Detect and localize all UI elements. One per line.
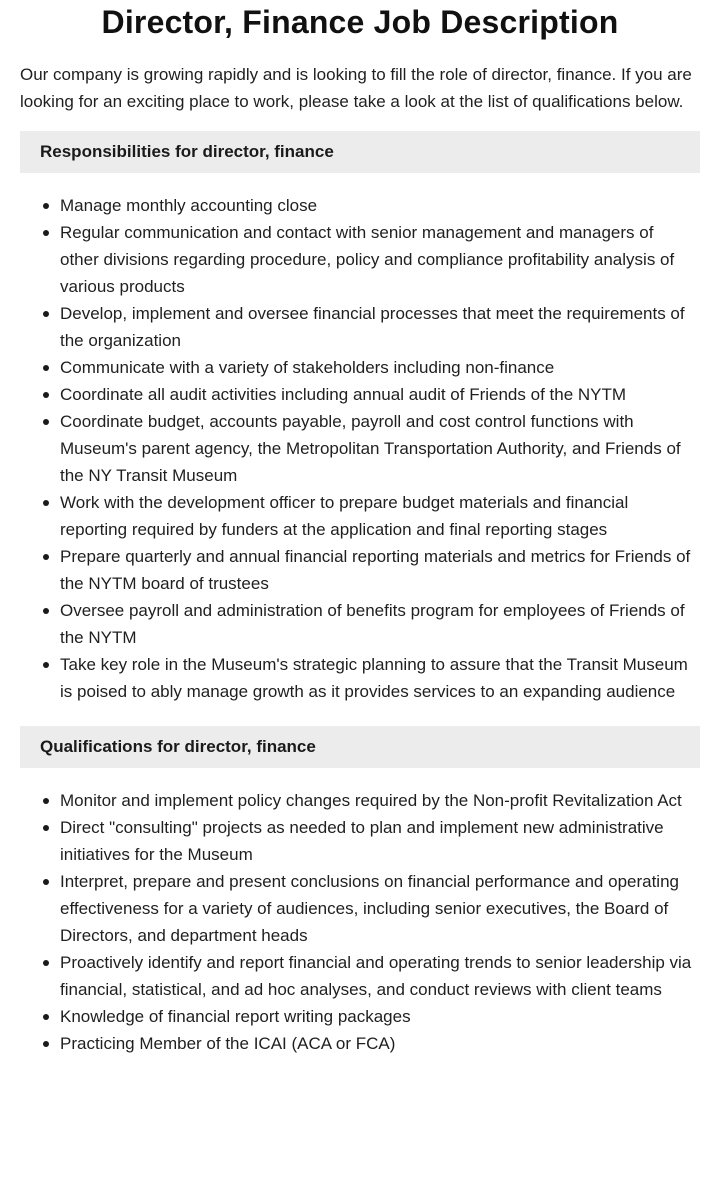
list-item: Direct "consulting" projects as needed to plan and implement new administrative initiatives for the Museum	[60, 814, 700, 868]
page-title: Director, Finance Job Description	[101, 4, 619, 40]
list-item: Work with the development officer to prepare budget materials and financial reporting required by funders at the application and final reporting stages	[60, 489, 700, 543]
list-item: Communicate with a variety of stakeholders including non-finance	[60, 354, 700, 381]
list-item: Proactively identify and report financial and operating trends to senior leadership via financial, statistical, and ad hoc analyses, and conduct reviews with client teams	[60, 949, 700, 1003]
list-item: Oversee payroll and administration of benefits program for employees of Friends of the NYTM	[60, 597, 700, 651]
list-item: Manage monthly accounting close	[60, 192, 700, 219]
list-item: Prepare quarterly and annual financial reporting materials and metrics for Friends of the NYTM board of trustees	[60, 543, 700, 597]
list-item: Take key role in the Museum's strategic planning to assure that the Transit Museum is poised to ably manage growth as it provides services to an expanding audience	[60, 651, 700, 705]
responsibilities-list	[20, 192, 700, 705]
list-item: Interpret, prepare and present conclusions on financial performance and operating effectiveness for a variety of audiences, including senior executives, the Board of Directors, and department heads	[60, 868, 700, 949]
responsibilities-heading: Responsibilities for director, finance	[20, 131, 700, 173]
list-item: Monitor and implement policy changes required by the Non-profit Revitalization Act	[60, 787, 700, 814]
list-item: Coordinate budget, accounts payable, payroll and cost control functions with Museum's parent agency, the Metropolitan Transportation Authority, and Friends of the NY Transit Museum	[60, 408, 700, 489]
qualifications-list	[20, 787, 700, 1057]
qualifications-heading: Qualifications for director, finance	[20, 726, 700, 768]
list-item: Regular communication and contact with senior management and managers of other divisions regarding procedure, policy and compliance profitability analysis of various products	[60, 219, 700, 300]
list-item: Coordinate all audit activities including annual audit of Friends of the NYTM	[60, 381, 700, 408]
intro-paragraph: Our company is growing rapidly and is looking to fill the role of director, finance. If you are looking for an exciting place to work, please take a look at the list of qualifications below.	[20, 65, 692, 111]
list-item: Practicing Member of the ICAI (ACA or FCA)	[60, 1030, 700, 1057]
section-spacer	[20, 705, 700, 710]
list-item: Develop, implement and oversee financial processes that meet the requirements of the organization	[60, 300, 700, 354]
list-item: Knowledge of financial report writing packages	[60, 1003, 700, 1030]
